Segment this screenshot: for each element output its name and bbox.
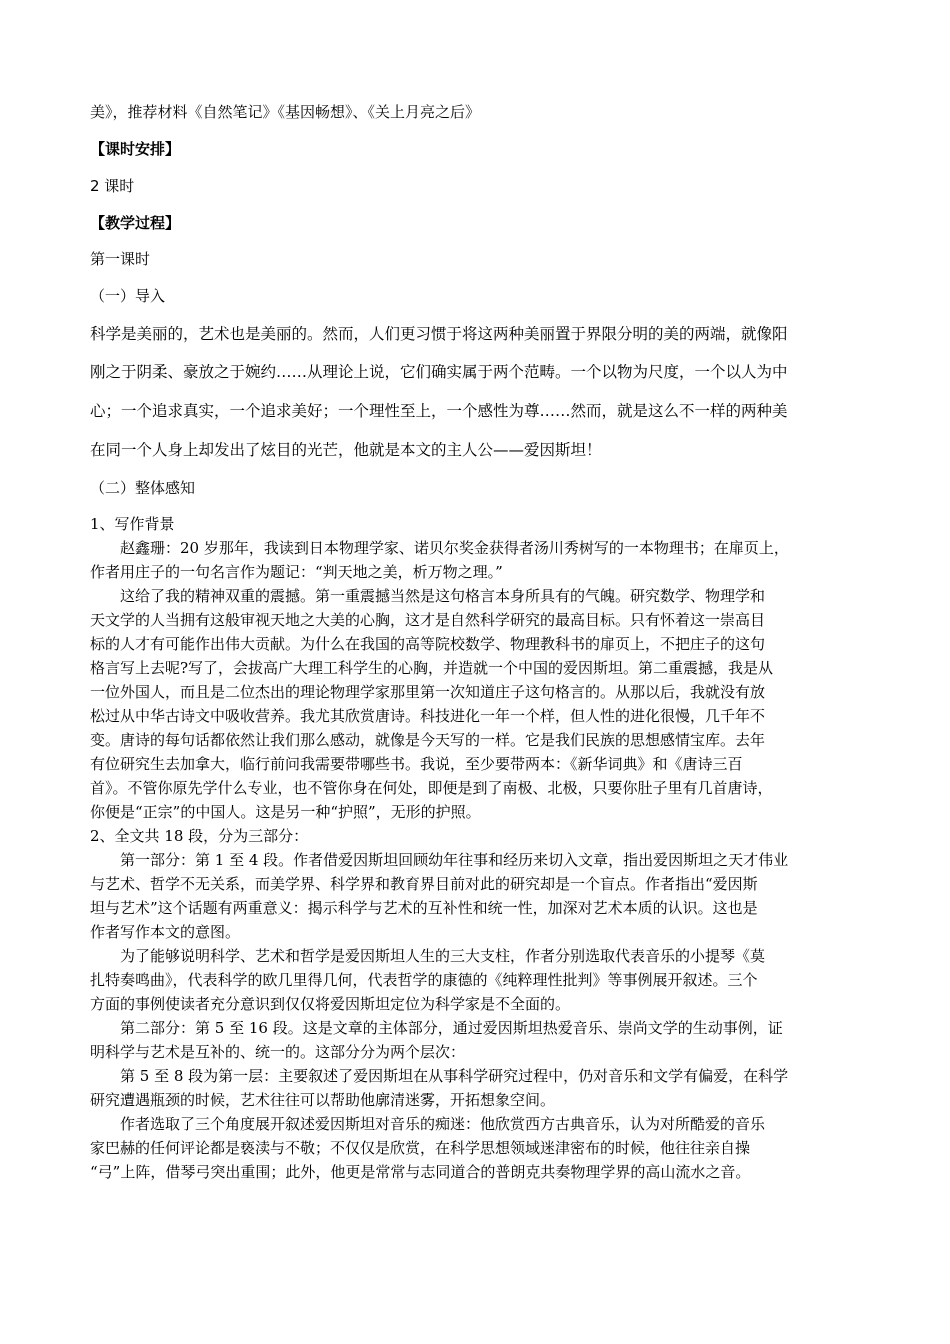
structure-line: 第二部分：第 5 至 16 段。这是文章的主体部分，通过爱因斯坦热爱音乐、崇尚文学的生动事例，证 bbox=[90, 1019, 783, 1037]
structure-line: 家巴赫的任何评论都是亵渎与不敬；不仅仅是欣赏，在科学思想领域迷津密布的时候，他往往亲自操 bbox=[90, 1139, 751, 1157]
section-overview-heading: （二）整体感知 bbox=[90, 479, 196, 497]
background-line: 变。唐诗的每句话都依然让我们那么感动，就像是今天写的一样。它是我们民族的思想感情宝库。去年 bbox=[90, 731, 766, 749]
background-line: 松过从中华古诗文中吸收营养。我尤其欣赏唐诗。科技进化一年一个样，但人性的进化很慢，几千年不 bbox=[90, 707, 766, 725]
structure-line: 为了能够说明科学、艺术和哲学是爱因斯坦人生的三大支柱，作者分别选取代表音乐的小提琴《莫 bbox=[90, 947, 766, 965]
structure-line: 作者写作本文的意图。 bbox=[90, 923, 241, 941]
structure-line: 坦与艺术”这个话题有两重意义：揭示科学与艺术的互补性和统一性，加深对艺术本质的认识。这也是 bbox=[90, 899, 758, 917]
process-heading: 【教学过程】 bbox=[90, 214, 181, 232]
reference-materials-line: 美》，推荐材料《自然笔记》《基因畅想》、《关上月亮之后》 bbox=[90, 103, 481, 121]
structure-line: 第一部分：第 1 至 4 段。作者借爱因斯坦回顾幼年往事和经历来切入文章，指出爱因斯坦之天才伟业 bbox=[90, 851, 789, 869]
background-line: 赵鑫珊：20 岁那年，我读到日本物理学家、诺贝尔奖金获得者汤川秀树写的一本物理书；在扉页上， bbox=[90, 539, 789, 557]
structure-line: “弓”上阵，借琴弓突出重围；此外，他更是常常与志同道合的普朗克共奏物理学界的高山流水之音。 bbox=[90, 1163, 751, 1181]
lesson-title: 第一课时 bbox=[90, 250, 151, 268]
structure-line: 第 5 至 8 段为第一层：主要叙述了爱因斯坦在从事科学研究过程中，仍对音乐和文学有偏爱，在科学 bbox=[90, 1067, 789, 1085]
structure-line: 方面的事例使读者充分意识到仅仅将爱因斯坦定位为科学家是不全面的。 bbox=[90, 995, 571, 1013]
background-heading: 1、写作背景 bbox=[90, 515, 175, 533]
background-line: 作者用庄子的一句名言作为题记：“判天地之美，析万物之理。” bbox=[90, 563, 503, 581]
section-intro-heading: （一）导入 bbox=[90, 287, 166, 305]
intro-paragraph-line: 在同一个人身上却发出了炫目的光芒，他就是本文的主人公——爱因斯坦！ bbox=[90, 441, 602, 459]
background-line: 格言写上去呢?写了，会拔高广大理工科学生的心胸，并造就一个中国的爱因斯坦。第二重震撼，我是从 bbox=[90, 659, 774, 677]
schedule-value: 2 课时 bbox=[90, 177, 135, 195]
intro-paragraph-line: 科学是美丽的，艺术也是美丽的。然而，人们更习惯于将这两种美丽置于界限分明的美的两端，就像阳 bbox=[90, 325, 788, 343]
background-line: 首》。不管你原先学什么专业，也不管你身在何处，即便是到了南极、北极，只要你肚子里有几首唐诗， bbox=[90, 779, 773, 797]
structure-heading: 2、全文共 18 段，分为三部分： bbox=[90, 827, 309, 845]
structure-line: 研究遭遇瓶颈的时候，艺术往往可以帮助他廓清迷雾，开拓想象空间。 bbox=[90, 1091, 556, 1109]
schedule-heading: 【课时安排】 bbox=[90, 140, 181, 158]
intro-paragraph-line: 心；一个追求真实，一个追求美好；一个理性至上，一个感性为尊……然而，就是这么不一样的两种美 bbox=[90, 402, 788, 420]
background-line: 标的人才有可能作出伟大贡献。为什么在我国的高等院校数学、物理教科书的扉页上，不把庄子的这句 bbox=[90, 635, 766, 653]
background-line: 一位外国人，而且是二位杰出的理论物理学家那里第一次知道庄子这句格言的。从那以后，我就没有放 bbox=[90, 683, 766, 701]
structure-line: 明科学与艺术是互补的、统一的。这部分分为两个层次： bbox=[90, 1043, 466, 1061]
background-line: 有位研究生去加拿大，临行前问我需要带哪些书。我说，至少要带两本：《新华词典》和《唐诗三百 bbox=[90, 755, 743, 773]
background-line: 天文学的人当拥有这般审视天地之大美的心胸，这才是自然科学研究的最高目标。只有怀着这一崇高目 bbox=[90, 611, 766, 629]
structure-line: 与艺术、哲学不无关系，而美学界、科学界和教育界目前对此的研究却是一个盲点。作者指出“爱因斯 bbox=[90, 875, 758, 893]
background-line: 你便是“正宗”的中国人。这是另一种“护照”，无形的护照。 bbox=[90, 803, 481, 821]
structure-line: 作者选取了三个角度展开叙述爱因斯坦对音乐的痴迷：他欣赏西方古典音乐，认为对所酷爱的音乐 bbox=[90, 1115, 766, 1133]
background-line: 这给了我的精神双重的震撼。第一重震撼当然是这句格言本身所具有的气魄。研究数学、物理学和 bbox=[90, 587, 766, 605]
structure-line: 扎特奏鸣曲》，代表科学的欧几里得几何，代表哲学的康德的《纯粹理性批判》等事例展开叙述。三个 bbox=[90, 971, 758, 989]
intro-paragraph-line: 刚之于阴柔、豪放之于婉约……从理论上说，它们确实属于两个范畴。一个以物为尺度，一个以人为中 bbox=[90, 363, 788, 381]
